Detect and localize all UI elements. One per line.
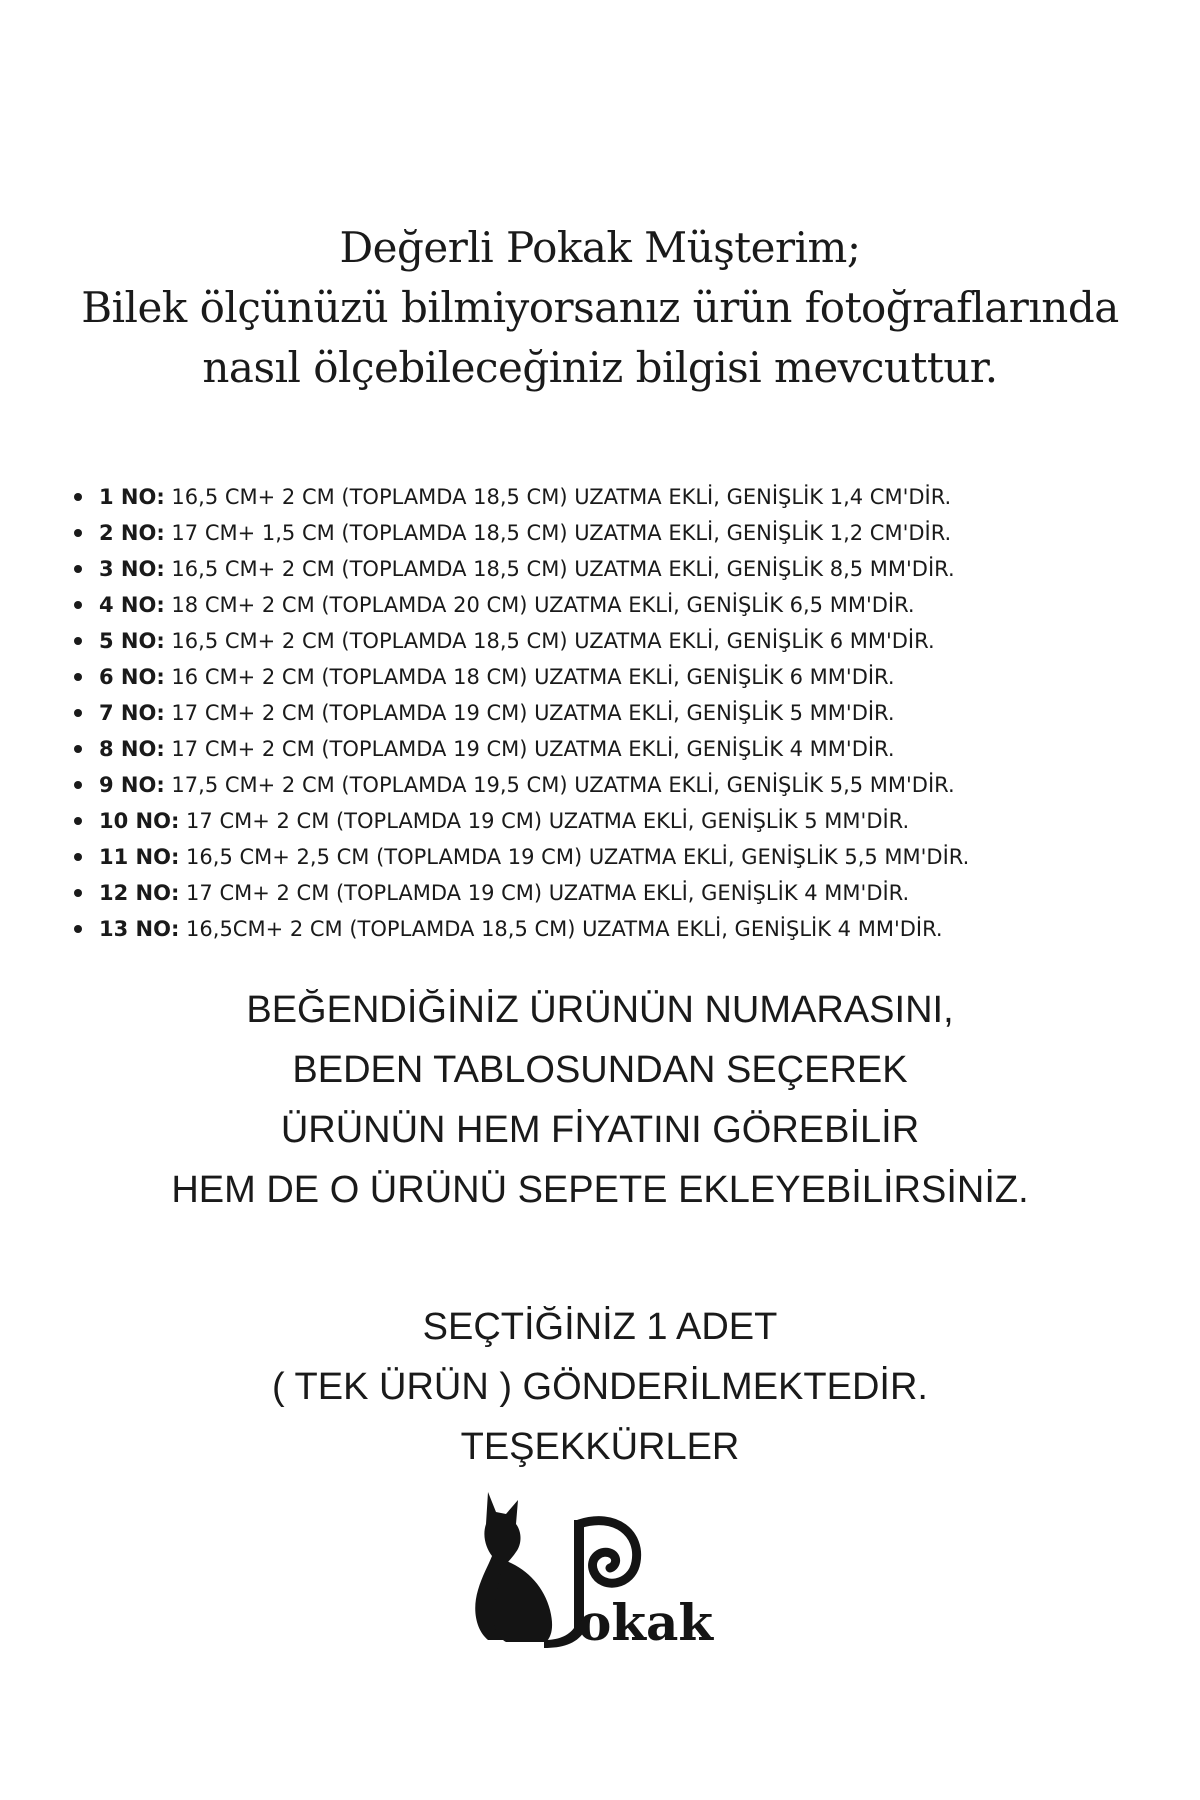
size-description: 16,5 CM+ 2 CM (TOPLAMDA 18,5 CM) UZATMA EKLİ, GENİŞLİK 1,4 CM'DİR. bbox=[164, 485, 952, 509]
size-number: 11 NO: bbox=[99, 845, 180, 869]
notice-line-1: BEĞENDİĞİNİZ ÜRÜNÜN NUMARASINI, bbox=[246, 989, 954, 1031]
bullet-icon bbox=[74, 817, 82, 825]
notice-line-5: SEÇTİĞİNİZ 1 ADET bbox=[422, 1306, 778, 1348]
size-description: 17 CM+ 2 CM (TOPLAMDA 19 CM) UZATMA EKLİ, GENİŞLİK 4 MM'DİR. bbox=[179, 881, 910, 905]
pokak-logo bbox=[466, 1490, 736, 1650]
bullet-icon bbox=[74, 925, 82, 933]
bullet-icon bbox=[74, 745, 82, 753]
size-number: 8 NO: bbox=[99, 737, 165, 761]
size-item bbox=[72, 911, 1182, 947]
bullet-icon bbox=[74, 493, 82, 501]
size-number: 7 NO: bbox=[99, 701, 165, 725]
size-number: 3 NO: bbox=[99, 557, 165, 581]
intro-line-3: nasıl ölçebileceğiniz bilgisi mevcuttur. bbox=[202, 343, 998, 392]
size-description: 16,5 CM+ 2 CM (TOPLAMDA 18,5 CM) UZATMA EKLİ, GENİŞLİK 8,5 MM'DİR. bbox=[164, 557, 955, 581]
bullet-icon bbox=[74, 601, 82, 609]
notice-instructions bbox=[0, 980, 1200, 1220]
size-item bbox=[72, 875, 1182, 911]
size-description: 17 CM+ 2 CM (TOPLAMDA 19 CM) UZATMA EKLİ, GENİŞLİK 5 MM'DİR. bbox=[179, 809, 910, 833]
size-description: 16,5 CM+ 2,5 CM (TOPLAMDA 19 CM) UZATMA EKLİ, GENİŞLİK 5,5 MM'DİR. bbox=[179, 845, 970, 869]
size-description: 17 CM+ 2 CM (TOPLAMDA 19 CM) UZATMA EKLİ, GENİŞLİK 4 MM'DİR. bbox=[164, 737, 895, 761]
size-description: 17,5 CM+ 2 CM (TOPLAMDA 19,5 CM) UZATMA EKLİ, GENİŞLİK 5,5 MM'DİR. bbox=[164, 773, 955, 797]
bullet-icon bbox=[74, 529, 82, 537]
bullet-icon bbox=[74, 673, 82, 681]
size-number: 5 NO: bbox=[99, 629, 165, 653]
cat-silhouette-icon bbox=[475, 1492, 584, 1648]
size-item bbox=[72, 587, 1182, 623]
size-description: 16,5 CM+ 2 CM (TOPLAMDA 18,5 CM) UZATMA EKLİ, GENİŞLİK 6 MM'DİR. bbox=[164, 629, 935, 653]
notice-line-3: ÜRÜNÜN HEM FİYATINI GÖREBİLİR bbox=[280, 1109, 920, 1151]
size-number: 2 NO: bbox=[99, 521, 165, 545]
notice-line-7: TEŞEKKÜRLER bbox=[460, 1426, 740, 1468]
size-item bbox=[72, 551, 1182, 587]
size-item bbox=[72, 515, 1182, 551]
logo-swirl-p bbox=[579, 1521, 637, 1584]
notice-line-4: HEM DE O ÜRÜNÜ SEPETE EKLEYEBİLİRSİNİZ. bbox=[171, 1169, 1029, 1211]
size-item bbox=[72, 803, 1182, 839]
size-item bbox=[72, 623, 1182, 659]
notice-line-6: ( TEK ÜRÜN ) GÖNDERİLMEKTEDİR. bbox=[272, 1366, 928, 1408]
size-number: 9 NO: bbox=[99, 773, 165, 797]
size-description: 16 CM+ 2 CM (TOPLAMDA 18 CM) UZATMA EKLİ, GENİŞLİK 6 MM'DİR. bbox=[164, 665, 895, 689]
size-description: 17 CM+ 1,5 CM (TOPLAMDA 18,5 CM) UZATMA EKLİ, GENİŞLİK 1,2 CM'DİR. bbox=[164, 521, 952, 545]
size-number: 12 NO: bbox=[99, 881, 180, 905]
size-number: 4 NO: bbox=[99, 593, 165, 617]
size-number: 13 NO: bbox=[99, 917, 180, 941]
bullet-icon bbox=[74, 565, 82, 573]
size-number: 1 NO: bbox=[99, 485, 165, 509]
bullet-icon bbox=[74, 781, 82, 789]
size-item bbox=[72, 767, 1182, 803]
size-number: 10 NO: bbox=[99, 809, 180, 833]
bullet-icon bbox=[74, 637, 82, 645]
logo-wordmark: okak bbox=[578, 1593, 714, 1650]
size-description: 16,5CM+ 2 CM (TOPLAMDA 18,5 CM) UZATMA EKLİ, GENİŞLİK 4 MM'DİR. bbox=[179, 917, 943, 941]
intro-line-2: Bilek ölçünüzü bilmiyorsanız ürün fotoğraflarında bbox=[81, 283, 1119, 332]
size-item bbox=[72, 839, 1182, 875]
notice-shipping bbox=[0, 1297, 1200, 1477]
notice-line-2: BEDEN TABLOSUNDAN SEÇEREK bbox=[292, 1049, 908, 1091]
size-description: 17 CM+ 2 CM (TOPLAMDA 19 CM) UZATMA EKLİ, GENİŞLİK 5 MM'DİR. bbox=[164, 701, 895, 725]
size-item bbox=[72, 695, 1182, 731]
size-number: 6 NO: bbox=[99, 665, 165, 689]
bullet-icon bbox=[74, 709, 82, 717]
size-item bbox=[72, 659, 1182, 695]
size-item bbox=[72, 479, 1182, 515]
size-list bbox=[72, 479, 1182, 947]
intro-greeting: Değerli Pokak Müşterim; bbox=[339, 223, 861, 272]
intro-text bbox=[0, 218, 1200, 398]
size-description: 18 CM+ 2 CM (TOPLAMDA 20 CM) UZATMA EKLİ, GENİŞLİK 6,5 MM'DİR. bbox=[164, 593, 915, 617]
bullet-icon bbox=[74, 889, 82, 897]
size-item bbox=[72, 731, 1182, 767]
bullet-icon bbox=[74, 853, 82, 861]
